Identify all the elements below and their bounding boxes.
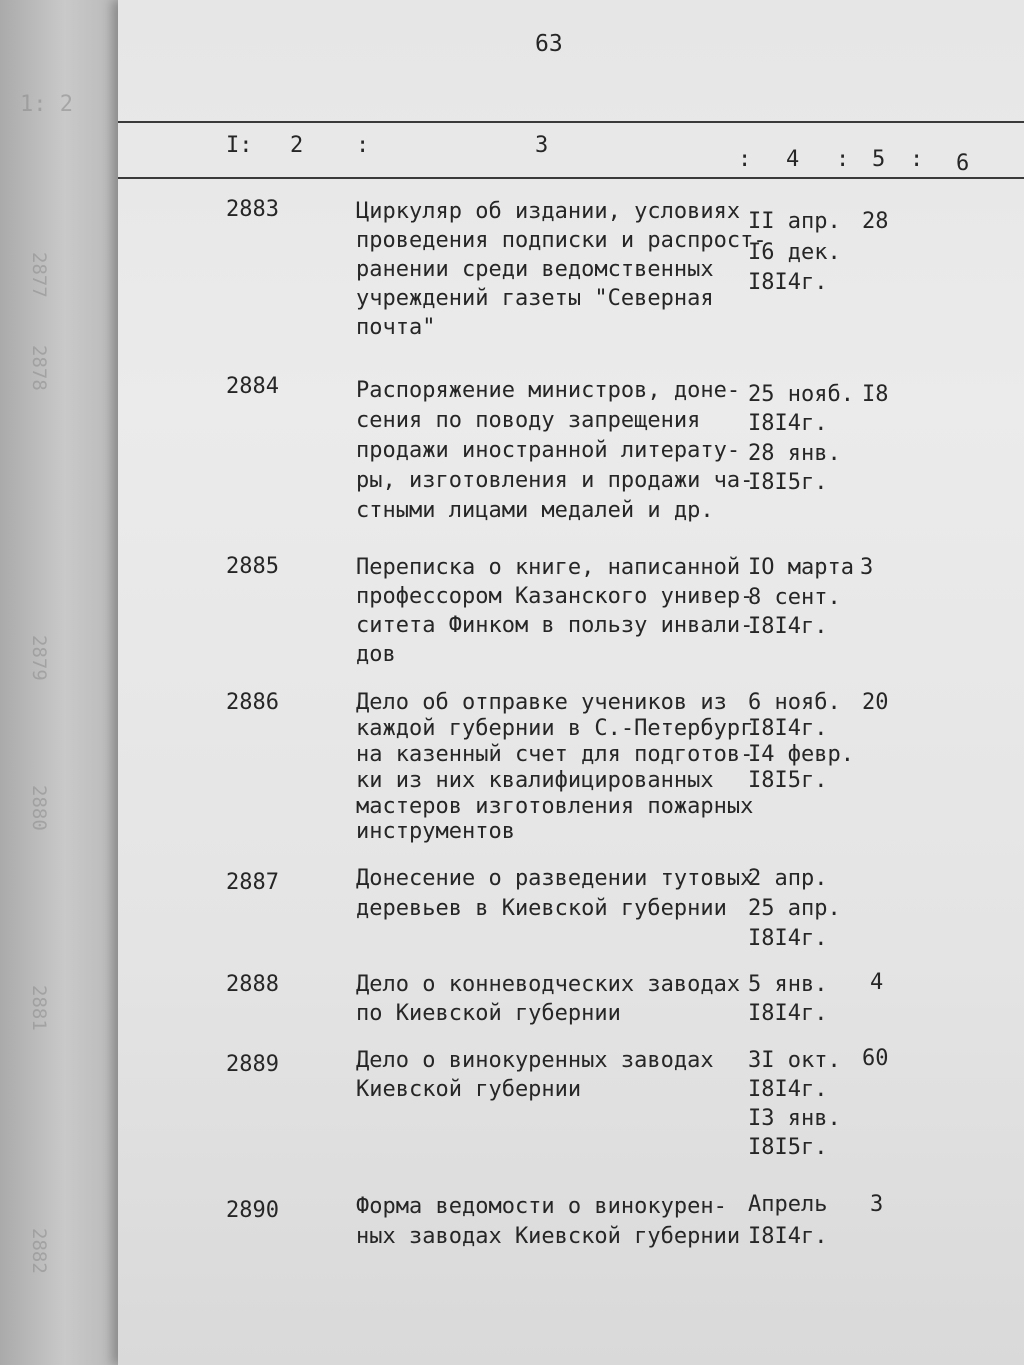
entry-number: 2885: [226, 554, 279, 579]
entry-date: 3I окт.: [748, 1048, 841, 1073]
entry-title-line: ры, изготовления и продажи ча-: [356, 468, 754, 493]
entry-title-line: продажи иностранной литерату-: [356, 438, 741, 463]
entry-title-line: Циркуляр об издании, условиях: [356, 199, 741, 224]
entry-title-line: Форма ведомости о винокурен-: [356, 1194, 727, 1219]
entry-date: I6 дек.: [748, 240, 841, 265]
left-page-header: 1: 2: [20, 92, 73, 117]
entry-sheets: I8: [862, 382, 889, 407]
entry-title-line: мастеров изготовления пожарных: [356, 794, 754, 819]
column-header-4: 4: [786, 147, 800, 172]
column-separator: :: [738, 147, 752, 172]
entry-number: 2887: [226, 870, 279, 895]
entry-title-line: проведения подписки и распрост-: [356, 228, 767, 253]
entry-date: 6 нояб.: [748, 690, 841, 715]
entry-sheets: 60: [862, 1046, 889, 1071]
entry-number: 2889: [226, 1052, 279, 1077]
entry-title-line: по Киевской губернии: [356, 1001, 621, 1026]
column-separator: :: [910, 147, 924, 172]
left-page-number: 2881: [28, 985, 50, 1031]
entry-title-line: ситета Финком в пользу инвали-: [356, 613, 754, 638]
entry-number: 2886: [226, 690, 279, 715]
entry-number: 2883: [226, 197, 279, 222]
left-page-number: 2882: [28, 1228, 50, 1274]
entry-date: IO марта: [748, 555, 854, 580]
entry-title-line: Дело о конневодческих заводах: [356, 972, 741, 997]
entry-title-line: сения по поводу запрещения: [356, 408, 701, 433]
header-rule-top: [118, 121, 1024, 123]
entry-sheets: 20: [862, 690, 889, 715]
entry-title-line: ных заводах Киевской губернии: [356, 1224, 741, 1249]
entry-title-line: Донесение о разведении тутовых: [356, 866, 754, 891]
entry-title-line: почта": [356, 315, 436, 340]
entry-date: II апр.: [748, 209, 841, 234]
entry-title-line: ранении среди ведомственных: [356, 257, 714, 282]
left-page-number: 2879: [28, 635, 50, 681]
left-page-number: 2880: [28, 785, 50, 831]
entry-date: I8I4г.: [748, 411, 828, 436]
entry-number: 2890: [226, 1198, 279, 1223]
left-page-number: 2878: [28, 345, 50, 391]
entry-title-line: Распоряжение министров, доне-: [356, 378, 741, 403]
entry-date: I8I4г.: [748, 270, 828, 295]
entry-sheets: 28: [862, 209, 889, 234]
entry-date: I8I4г.: [748, 716, 828, 741]
entry-date: 25 апр.: [748, 896, 841, 921]
left-page-margin: [0, 0, 118, 1365]
entry-date: 5 янв.: [748, 972, 828, 997]
entry-date: I8I5г.: [748, 768, 828, 793]
entry-date: Апрель: [748, 1192, 828, 1217]
entry-date: I4 февр.: [748, 742, 854, 767]
entry-date: I8I4г.: [748, 1224, 828, 1249]
entry-title-line: ки из них квалифицированных: [356, 768, 714, 793]
entry-number: 2888: [226, 972, 279, 997]
entry-title-line: на казенный счет для подготов-: [356, 742, 754, 767]
entry-title-line: Дело об отправке учеников из: [356, 690, 727, 715]
entry-date: I3 янв.: [748, 1106, 841, 1131]
document-page: [118, 0, 1024, 1365]
entry-date: 25 нояб.: [748, 382, 854, 407]
entry-date: I8I5г.: [748, 470, 828, 495]
entry-title-line: дов: [356, 642, 396, 667]
entry-date: I8I4г.: [748, 614, 828, 639]
column-separator: :: [836, 147, 850, 172]
header-rule-bottom: [118, 177, 1024, 179]
entry-date: I8I4г.: [748, 1077, 828, 1102]
entry-date: I8I5г.: [748, 1135, 828, 1160]
page-number: 63: [535, 31, 563, 57]
column-header-2: 2: [290, 133, 304, 158]
entry-sheets: 3: [860, 555, 874, 580]
entry-date: I8I4г.: [748, 1001, 828, 1026]
entry-title-line: Переписка о книге, написанной: [356, 555, 741, 580]
entry-sheets: 3: [870, 1192, 884, 1217]
entry-date: I8I4г.: [748, 926, 828, 951]
entry-title-line: профессором Казанского универ-: [356, 584, 754, 609]
entry-date: 28 янв.: [748, 441, 841, 466]
column-header-3: 3: [535, 133, 549, 158]
entry-title-line: Дело о винокуренных заводах: [356, 1048, 714, 1073]
entry-title-line: деревьев в Киевской губернии: [356, 896, 727, 921]
entry-title-line: инструментов: [356, 819, 515, 844]
entry-number: 2884: [226, 374, 279, 399]
column-header-5: 5: [872, 147, 886, 172]
entry-sheets: 4: [870, 970, 884, 995]
left-page-number: 2877: [28, 252, 50, 298]
column-header-6: 6: [956, 151, 970, 176]
column-header-1: I:: [226, 133, 253, 158]
entry-title-line: каждой губернии в С.-Петербург: [356, 716, 754, 741]
entry-date: 2 апр.: [748, 866, 828, 891]
entry-title-line: Киевской губернии: [356, 1077, 582, 1102]
column-separator: :: [356, 133, 370, 158]
entry-date: 8 сент.: [748, 585, 841, 610]
entry-title-line: учреждений газеты "Северная: [356, 286, 714, 311]
entry-title-line: стными лицами медалей и др.: [356, 498, 714, 523]
